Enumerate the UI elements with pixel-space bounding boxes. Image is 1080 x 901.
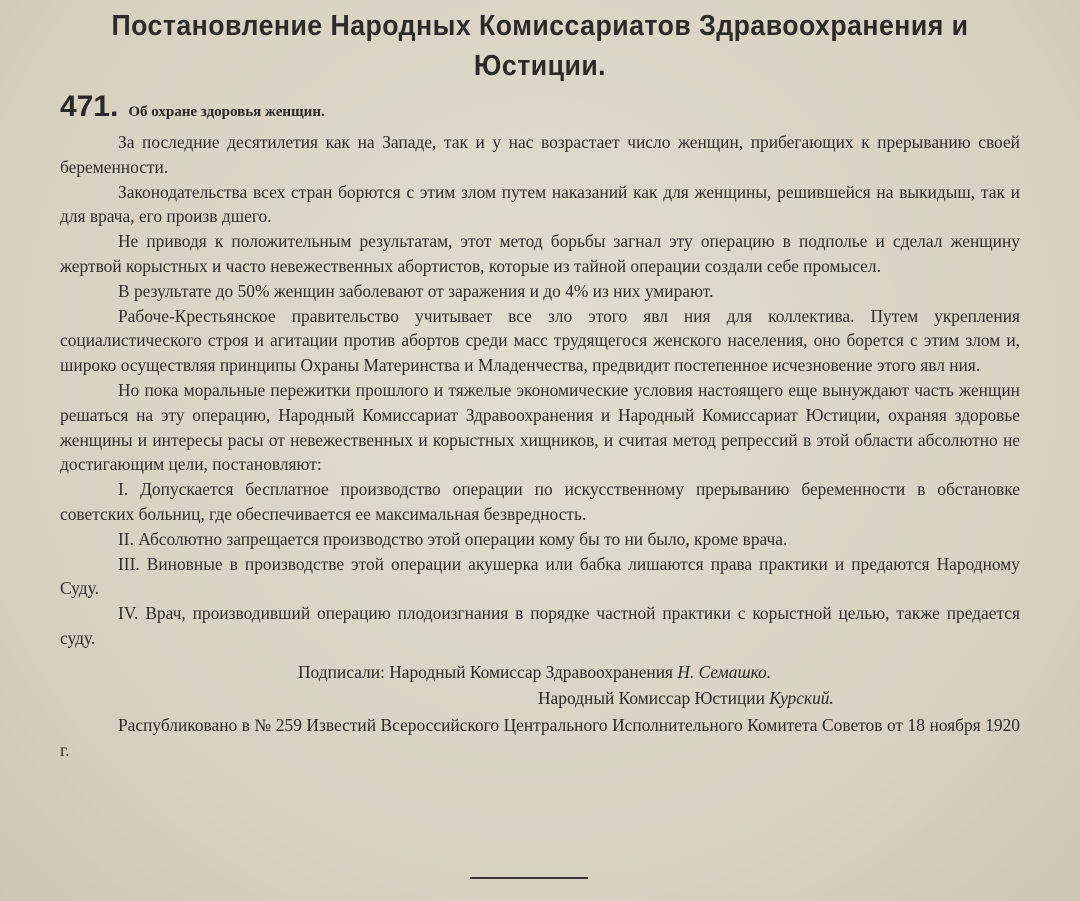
paragraph: Но пока моральные пережитки прошлого и тяжелые экономические условия настоящего еще вынуждают часть женщин решаться на эту операцию, Народный Комиссариат Здравоохранения и Народный Комиссариат Юстиции, охраняя здоровье женщины и интересы расы от невежественных и корыстных хищников, и считая метод репрессий в этой области абсолютно не достигающим цели, постановляют: <box>60 379 1020 475</box>
clause-1: I. Допускается бесплатное производство операции по искусственному прерыванию беременности в обстановке советских больниц, где обеспечивается ее максимальная безвредность. <box>60 479 1020 524</box>
decree-body <box>60 130 1020 651</box>
publication-note: Распубликовано в № 259 Известий Всероссийского Центрального Исполнительного Комитета Советов от 18 ноября 1920 г. <box>60 714 1020 760</box>
clause-4: IV. Врач, производивший операцию плодоизгнания в порядке частной практики с корыстной целью, также предается суду. <box>60 603 1020 648</box>
signature-block <box>60 659 1020 711</box>
paragraph: За последние десятилетия как на Западе, так и у нас возрастает число женщин, прибегающих к прерыванию своей беременности. <box>60 132 1020 177</box>
paragraph: В результате до 50% женщин заболевают от заражения и до 4% из них умирают. <box>118 280 714 301</box>
paragraph: Рабоче-Крестьянское правительство учитывает все зло этого явл ния для коллектива. Путем укрепления социалистического строя и агитации против абортов среди масс трудящегося женского населения, оно борется с этим злом и, широко осуществляя принципы Охраны Материнства и Младенчества, предвидит постепенное исчезновение этого явл ния. <box>60 305 1020 376</box>
signatory-name: Курский. <box>769 687 834 708</box>
closing-rule <box>470 877 588 879</box>
signatory-name: Н. Семашко. <box>677 661 772 682</box>
document-title: Постановление Народных Комиссариатов Здравоохранения и Юстиции. <box>111 10 969 82</box>
signatory-role: Народный Комиссар Здравоохранения <box>389 661 674 682</box>
paragraph: Не приводя к положительным результатам, этот метод борьбы загнал эту операцию в подполье и сделал женщину жертвой корыстных и часто невежественных абортистов, которые из тайной операции создали себе промысел. <box>60 231 1020 276</box>
clause-2: II. Абсолютно запрещается производство этой операции кому бы то ни было, кроме врача. <box>118 528 788 549</box>
signed-label: Подписали: <box>298 661 385 682</box>
decree-number: 471. <box>60 90 119 123</box>
decree-subject: Об охране здоровья женщин. <box>128 104 325 120</box>
signatory-row-1 <box>60 659 1020 685</box>
signatory-role: Народный Комиссар Юстиции <box>538 687 765 708</box>
clause-3: III. Виновные в производстве этой операции акушерка или бабка лишаются права практики и предаются Народному Суду. <box>60 553 1020 599</box>
decree-heading <box>60 90 1020 124</box>
signatory-row-2 <box>60 685 1020 711</box>
paragraph: Законодательства всех стран борются с этим злом путем наказаний как для женщины, решившейся на выкидыш, так и для врача, его произв дшего. <box>60 181 1020 227</box>
